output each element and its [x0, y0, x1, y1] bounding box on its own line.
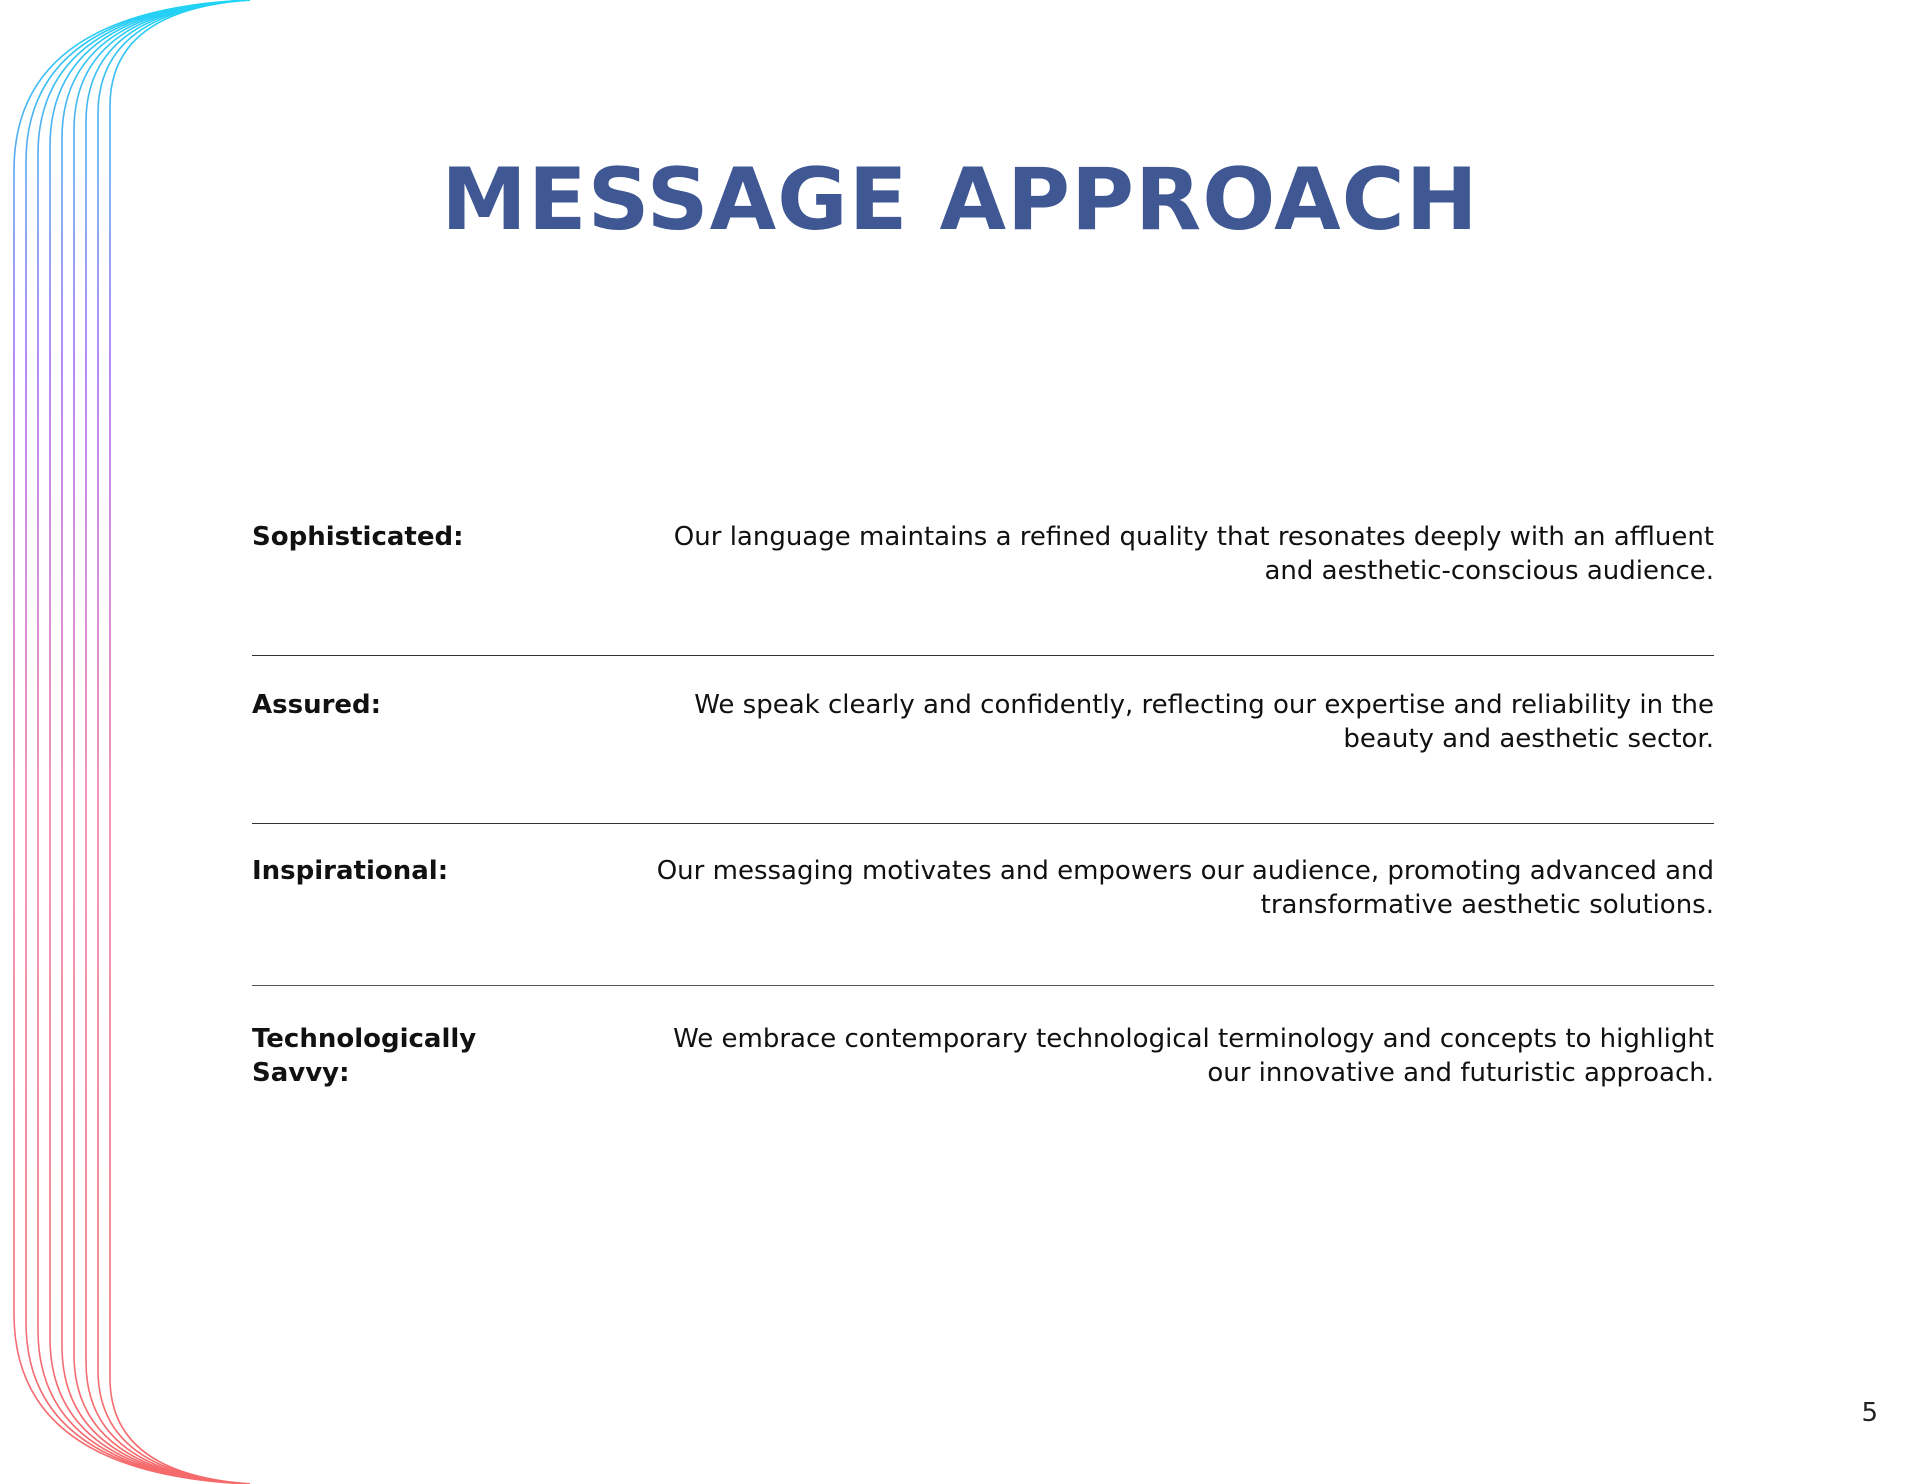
approach-label: Assured: [252, 690, 382, 720]
page-number: 5 [1861, 1398, 1878, 1428]
approach-label: Sophisticated: [252, 522, 464, 552]
approach-label: Technologically Savvy: [252, 1024, 477, 1088]
approach-row-inspirational [252, 824, 1714, 986]
approach-list [252, 520, 1714, 1126]
approach-row-sophisticated [252, 520, 1714, 656]
approach-description: Our messaging motivates and empowers our audience, promoting advanced and transformative aesthetic solutions. [656, 856, 1714, 920]
approach-description: We speak clearly and confidently, reflecting our expertise and reliability in the beauty and aesthetic sector. [694, 690, 1714, 754]
approach-row-assured [252, 656, 1714, 824]
approach-description: Our language maintains a refined quality that resonates deeply with an affluent and aesthetic-conscious audience. [673, 522, 1714, 586]
approach-label: Inspirational: [252, 856, 449, 886]
page-title: MESSAGE APPROACH [441, 150, 1479, 250]
approach-description: We embrace contemporary technological terminology and concepts to highlight our innovative and futuristic approach. [673, 1024, 1714, 1088]
approach-row-technologically-savvy [252, 986, 1714, 1126]
